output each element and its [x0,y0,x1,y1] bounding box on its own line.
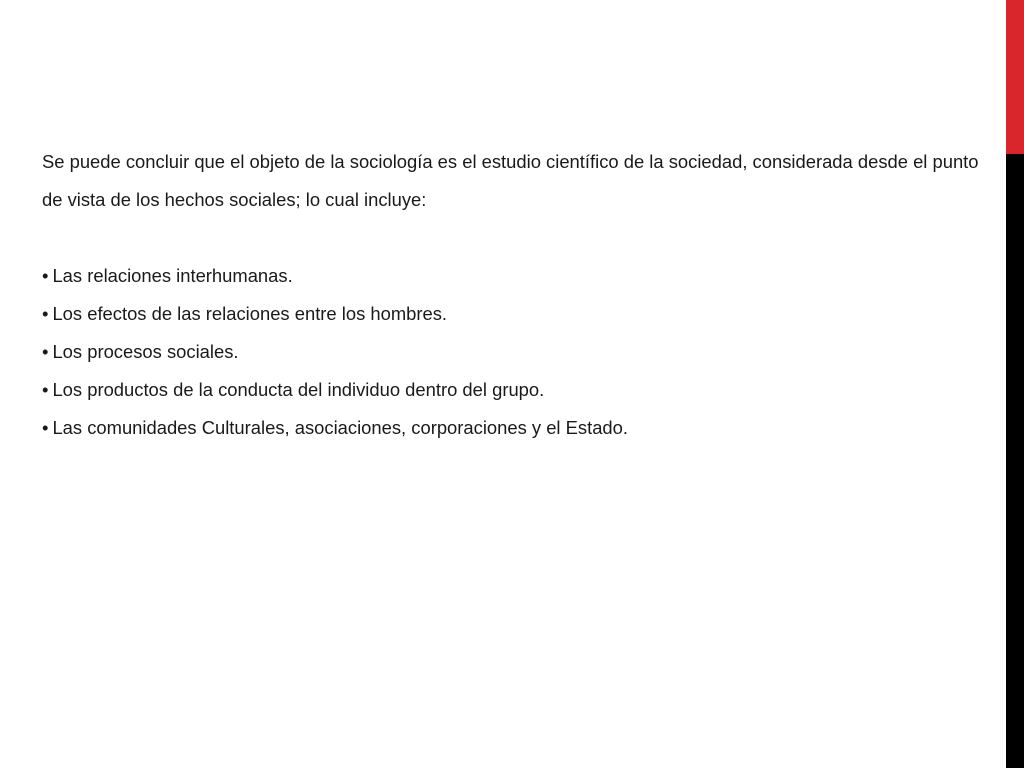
bullet-text: Los productos de la conducta del individuo dentro del grupo. [52,379,545,400]
bullet-item [42,257,997,295]
bullet-mark: • [42,417,49,438]
bullet-text: Las relaciones interhumanas. [52,265,293,286]
bullet-mark: • [42,265,49,286]
accent-bar-red [1006,0,1024,154]
bullet-text: Los procesos sociales. [52,341,239,362]
bullet-item [42,371,997,409]
bullet-mark: • [42,303,49,324]
bullet-item [42,333,997,371]
bullet-mark: • [42,341,49,362]
bullet-item [42,409,997,447]
accent-bar-black [1006,154,1024,768]
intro-paragraph: Se puede concluir que el objeto de la sociología es el estudio científico de la sociedad, considerada desde el punto de vista de los hechos sociales; lo cual incluye: [42,151,979,210]
bullet-text: Los efectos de las relaciones entre los hombres. [52,303,448,324]
bullet-text: Las comunidades Culturales, asociaciones, corporaciones y el Estado. [52,417,628,438]
bullet-mark: • [42,379,49,400]
bullet-item [42,295,997,333]
bullet-list [42,257,997,447]
slide-content [42,143,997,447]
